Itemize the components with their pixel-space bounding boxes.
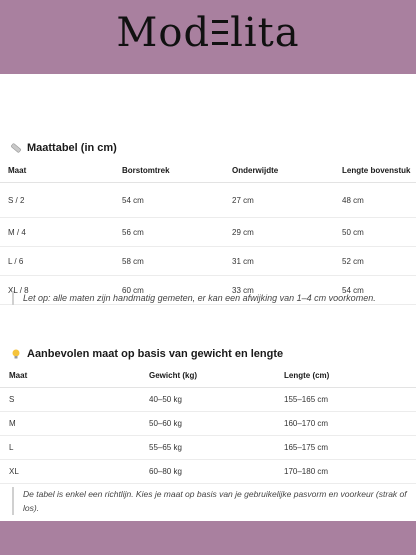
table-cell: 165–175 cm	[284, 436, 416, 460]
table-cell: 160–170 cm	[284, 412, 416, 436]
table-cell: 52 cm	[342, 247, 416, 276]
recommend-table-heading	[10, 348, 283, 360]
size-table-title: Maattabel (in cm)	[27, 142, 117, 154]
table-cell: 56 cm	[122, 218, 232, 247]
col-header: Lengte (cm)	[284, 364, 416, 388]
table-header-row	[0, 159, 416, 183]
table-row	[0, 460, 416, 484]
table-row	[0, 218, 416, 247]
table-cell: 50 cm	[342, 218, 416, 247]
col-header: Maat	[0, 364, 149, 388]
table-cell: 40–50 kg	[149, 388, 284, 412]
logo-text-right: lita	[230, 10, 300, 56]
table-row	[0, 412, 416, 436]
table-cell: XL / 8	[0, 276, 122, 305]
size-table-heading	[10, 142, 117, 154]
recommend-table	[0, 364, 416, 484]
table-cell: M / 4	[0, 218, 122, 247]
size-table	[0, 159, 416, 305]
table-cell: 48 cm	[342, 183, 416, 218]
table-cell: 170–180 cm	[284, 460, 416, 484]
col-header: Gewicht (kg)	[149, 364, 284, 388]
table-cell: 29 cm	[232, 218, 342, 247]
table-cell: 54 cm	[122, 183, 232, 218]
table-row	[0, 183, 416, 218]
table-cell: 27 cm	[232, 183, 342, 218]
brand-logo[interactable]	[0, 10, 416, 56]
lightbulb-icon	[10, 348, 22, 360]
table-cell: S / 2	[0, 183, 122, 218]
table-cell: M	[0, 412, 149, 436]
table-cell: XL	[0, 460, 149, 484]
logo-text-left: Mod	[116, 10, 211, 56]
table-cell: 50–60 kg	[149, 412, 284, 436]
table-cell: 54 cm	[342, 276, 416, 305]
col-header: Maat	[0, 159, 122, 183]
col-header: Borstomtrek	[122, 159, 232, 183]
table-cell: 58 cm	[122, 247, 232, 276]
table-cell: S	[0, 388, 149, 412]
ruler-icon	[10, 142, 22, 154]
table-cell: 60–80 kg	[149, 460, 284, 484]
table-cell: 155–165 cm	[284, 388, 416, 412]
table-cell: L / 6	[0, 247, 122, 276]
table-row	[0, 247, 416, 276]
recommend-table-title: Aanbevolen maat op basis van gewicht en lengte	[27, 348, 284, 360]
col-header: Lengte bovenstuk	[342, 159, 416, 183]
footer-bar	[0, 521, 416, 555]
table-cell: 33 cm	[232, 276, 342, 305]
table-cell: L	[0, 436, 149, 460]
table-cell: 31 cm	[232, 247, 342, 276]
recommend-table-note: De tabel is enkel een richtlijn. Kies je maat op basis van je gebruikelijke pasvorm en voorkeur (strak of los).	[12, 487, 416, 515]
size-table-note: Let op: alle maten zijn handmatig gemeten, er kan een afwijking van 1–4 cm voorkomen.	[12, 291, 376, 305]
table-cell: 55–65 kg	[149, 436, 284, 460]
table-row	[0, 436, 416, 460]
table-row	[0, 388, 416, 412]
logo-e-mark	[210, 20, 230, 46]
table-header-row	[0, 364, 416, 388]
table-cell: 60 cm	[122, 276, 232, 305]
col-header: Onderwijdte	[232, 159, 342, 183]
